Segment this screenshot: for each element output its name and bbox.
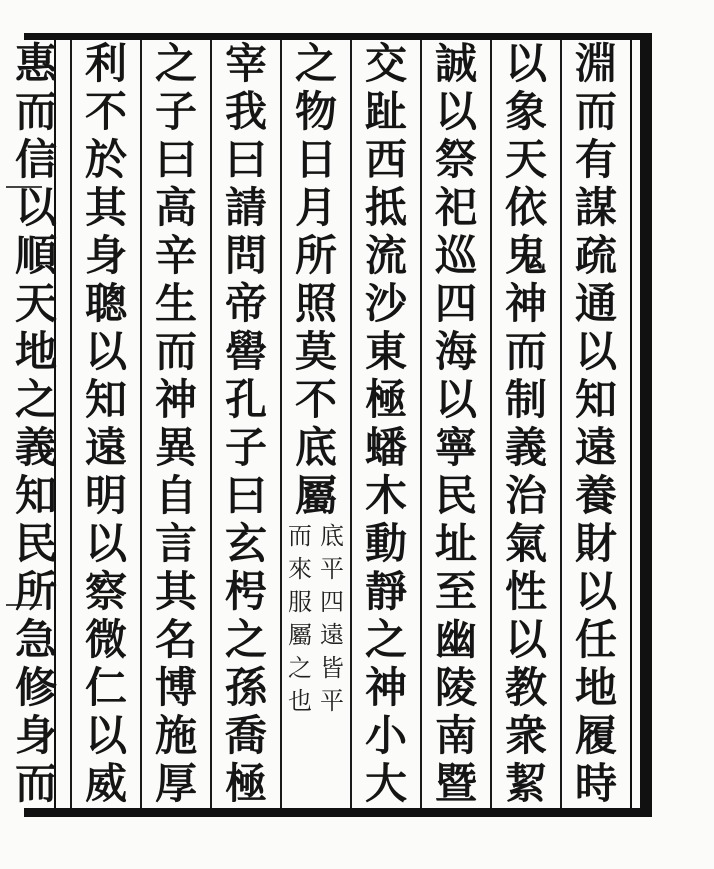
character: 象 (504, 87, 547, 136)
right-border (640, 33, 652, 817)
note-character: 底 (320, 522, 344, 550)
character: 曰 (224, 135, 267, 184)
note-character: 遠 (320, 621, 344, 649)
character: 遠 (574, 423, 617, 472)
character: 民 (14, 519, 57, 568)
character: 動 (364, 519, 407, 568)
character: 不 (294, 375, 337, 424)
character: 養 (574, 471, 617, 520)
text-column (562, 40, 630, 808)
character: 性 (504, 567, 547, 616)
character: 惠 (14, 39, 57, 88)
character: 曰 (224, 471, 267, 520)
character: 大 (364, 759, 407, 808)
character: 之 (14, 375, 57, 424)
column-divider (210, 40, 212, 808)
note-character: 之 (288, 654, 312, 682)
character: 義 (504, 423, 547, 472)
character: 流 (364, 231, 407, 280)
note-character: 來 (288, 555, 312, 583)
character: 遠 (84, 423, 127, 472)
character: 以 (14, 183, 57, 232)
character: 趾 (364, 87, 407, 136)
character: 淵 (574, 39, 617, 88)
character: 其 (84, 183, 127, 232)
character: 所 (14, 567, 57, 616)
character: 言 (154, 519, 197, 568)
character: 絜 (504, 759, 547, 808)
character: 於 (84, 135, 127, 184)
character: 信 (14, 135, 57, 184)
character: 通 (574, 279, 617, 328)
character: 異 (154, 423, 197, 472)
note-character: 屬 (288, 621, 312, 649)
column-divider (560, 40, 562, 808)
text-column (422, 40, 490, 808)
character: 名 (154, 615, 197, 664)
text-column (72, 40, 140, 808)
character: 地 (14, 327, 57, 376)
character: 西 (364, 135, 407, 184)
note-character: 平 (320, 687, 344, 715)
character: 以 (574, 567, 617, 616)
character: 蟠 (364, 423, 407, 472)
character: 問 (224, 231, 267, 280)
column-divider (280, 40, 282, 808)
character: 以 (504, 615, 547, 664)
character: 不 (84, 87, 127, 136)
character: 依 (504, 183, 547, 232)
character: 屬 (294, 471, 337, 520)
character: 至 (434, 567, 477, 616)
character: 厚 (154, 759, 197, 808)
note-line (284, 520, 316, 718)
column-divider (140, 40, 142, 808)
character: 天 (504, 135, 547, 184)
character: 抵 (364, 183, 407, 232)
character: 址 (434, 519, 477, 568)
character: 之 (364, 615, 407, 664)
character: 南 (434, 711, 477, 760)
character: 極 (224, 759, 267, 808)
character: 喬 (224, 711, 267, 760)
character: 而 (154, 327, 197, 376)
note-character: 而 (288, 522, 312, 550)
character: 以 (574, 327, 617, 376)
character: 以 (504, 39, 547, 88)
character: 身 (14, 711, 57, 760)
character: 東 (364, 327, 407, 376)
character: 交 (364, 39, 407, 88)
character: 暨 (434, 759, 477, 808)
character: 之 (154, 39, 197, 88)
character: 治 (504, 471, 547, 520)
character: 寧 (434, 423, 477, 472)
character: 利 (84, 39, 127, 88)
character: 氣 (504, 519, 547, 568)
character: 高 (154, 183, 197, 232)
character: 小 (364, 711, 407, 760)
character: 知 (84, 375, 127, 424)
character: 謀 (574, 183, 617, 232)
column-divider (490, 40, 492, 808)
character: 以 (434, 375, 477, 424)
character: 陵 (434, 663, 477, 712)
character: 身 (84, 231, 127, 280)
character: 幽 (434, 615, 477, 664)
character: 日 (294, 135, 337, 184)
character: 物 (294, 87, 337, 136)
character: 我 (224, 87, 267, 136)
character: 請 (224, 183, 267, 232)
character: 有 (574, 135, 617, 184)
character: 之 (294, 39, 337, 88)
character: 極 (364, 375, 407, 424)
inner-right-border (630, 40, 632, 808)
note-character: 平 (320, 555, 344, 583)
text-column (352, 40, 420, 808)
character: 神 (504, 279, 547, 328)
character: 祭 (434, 135, 477, 184)
character: 仁 (84, 663, 127, 712)
character: 教 (504, 663, 547, 712)
text-column (2, 40, 70, 808)
character: 以 (84, 519, 127, 568)
character: 修 (14, 663, 57, 712)
character: 生 (154, 279, 197, 328)
column-divider (420, 40, 422, 808)
commentary-note (282, 520, 350, 718)
character: 而 (14, 87, 57, 136)
character: 疏 (574, 231, 617, 280)
character: 民 (434, 471, 477, 520)
character: 巡 (434, 231, 477, 280)
character: 衆 (504, 711, 547, 760)
character: 聰 (84, 279, 127, 328)
character: 而 (574, 87, 617, 136)
character: 制 (504, 375, 547, 424)
character: 所 (294, 231, 337, 280)
character: 祀 (434, 183, 477, 232)
character: 知 (574, 375, 617, 424)
character: 鬼 (504, 231, 547, 280)
character: 察 (84, 567, 127, 616)
character: 四 (434, 279, 477, 328)
character: 明 (84, 471, 127, 520)
character: 施 (154, 711, 197, 760)
character: 帝 (224, 279, 267, 328)
text-column (142, 40, 210, 808)
bottom-border (24, 808, 652, 817)
character: 履 (574, 711, 617, 760)
character: 微 (84, 615, 127, 664)
note-character: 也 (288, 687, 312, 715)
character: 海 (434, 327, 477, 376)
note-line (316, 520, 348, 718)
text-column (492, 40, 560, 808)
character: 自 (154, 471, 197, 520)
character: 孔 (224, 375, 267, 424)
character: 宰 (224, 39, 267, 88)
note-character: 四 (320, 588, 344, 616)
column-divider (70, 40, 72, 808)
character: 沙 (364, 279, 407, 328)
character: 以 (84, 711, 127, 760)
character: 知 (14, 471, 57, 520)
character: 神 (364, 663, 407, 712)
character: 時 (574, 759, 617, 808)
character: 以 (434, 87, 477, 136)
character: 子 (154, 87, 197, 136)
character: 義 (14, 423, 57, 472)
column-divider (350, 40, 352, 808)
character: 博 (154, 663, 197, 712)
character: 神 (154, 375, 197, 424)
character: 以 (84, 327, 127, 376)
character: 莫 (294, 327, 337, 376)
character: 而 (14, 759, 57, 808)
character: 月 (294, 183, 337, 232)
character: 天 (14, 279, 57, 328)
character: 靜 (364, 567, 407, 616)
character: 順 (14, 231, 57, 280)
character: 辛 (154, 231, 197, 280)
character: 照 (294, 279, 337, 328)
character: 子 (224, 423, 267, 472)
character: 財 (574, 519, 617, 568)
note-character: 皆 (320, 654, 344, 682)
text-column (282, 40, 350, 808)
character: 威 (84, 759, 127, 808)
character: 任 (574, 615, 617, 664)
character: 底 (294, 423, 337, 472)
character: 地 (574, 663, 617, 712)
character: 嚳 (224, 327, 267, 376)
character: 玄 (224, 519, 267, 568)
character: 曰 (154, 135, 197, 184)
text-column (212, 40, 280, 808)
character: 之 (224, 615, 267, 664)
character: 而 (504, 327, 547, 376)
character: 木 (364, 471, 407, 520)
character: 孫 (224, 663, 267, 712)
character: 急 (14, 615, 57, 664)
character: 誠 (434, 39, 477, 88)
character: 其 (154, 567, 197, 616)
character: 枵 (224, 567, 267, 616)
note-character: 服 (288, 588, 312, 616)
